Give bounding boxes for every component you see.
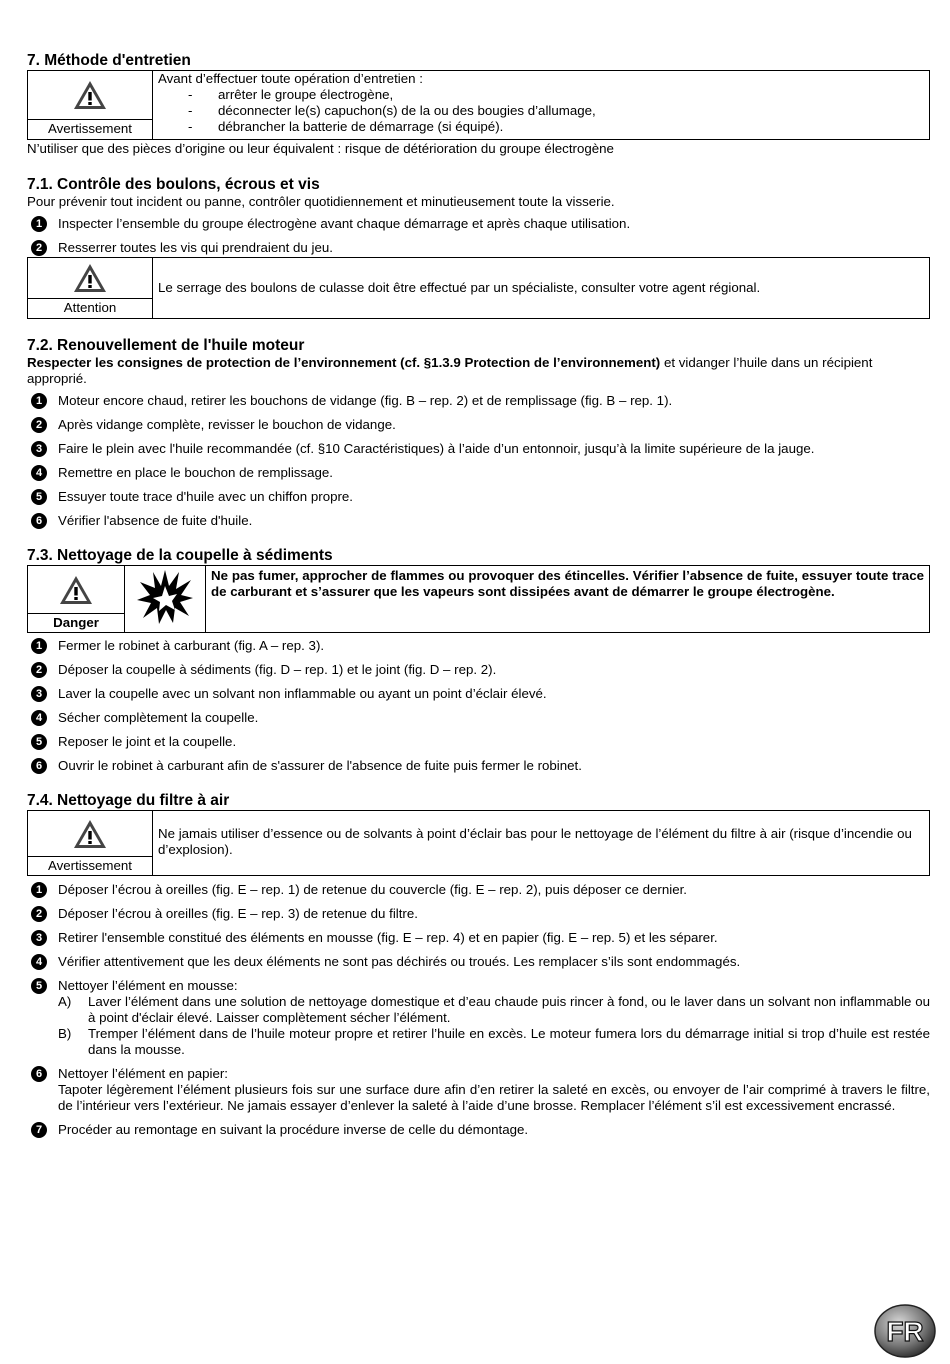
step-item: 3 Retirer l'ensemble constitué des éléments en mousse (fig. E – rep. 4) et en papier (fig. E – rep. 5) et les séparer.	[27, 930, 930, 946]
sub-step: A) Laver l’élément dans une solution de nettoyage domestique et d’eau chaude puis rincer à fond, ou le laver dans un solvant non inflammable ou à point d'éclair élevé. Laisser complètement sécher l’élément.	[58, 994, 930, 1025]
step-number-badge: 5	[31, 489, 47, 505]
step-number-badge: 5	[31, 734, 47, 750]
section-7-2-steps	[27, 393, 930, 529]
step-item: 2 Déposer l’écrou à oreilles (fig. E – rep. 3) de retenue du filtre.	[27, 906, 930, 922]
warning-bullet: - arrêter le groupe électrogène,	[188, 87, 394, 102]
step-item: 2 Après vidange complète, revisser le bouchon de vidange.	[27, 417, 930, 433]
section-7-3-danger-box	[27, 565, 930, 633]
manual-page	[27, 52, 930, 1146]
warning-triangle-icon	[28, 258, 152, 298]
step-number-badge: 2	[31, 906, 47, 922]
warning-label: Avertissement	[28, 119, 152, 138]
step-item: 6 Ouvrir le robinet à carburant afin de s'assurer de l'absence de fuite puis fermer le robinet.	[27, 758, 930, 774]
step-number-badge: 2	[31, 417, 47, 433]
step-number-badge: 6	[31, 513, 47, 529]
fr-language-logo	[873, 1303, 937, 1359]
step-number-badge: 4	[31, 710, 47, 726]
section-7-1-attention-box	[27, 257, 930, 319]
warning-text: Ne jamais utiliser d’essence ou de solvants à point d’éclair bas pour le nettoyage de l’élément du filtre à air (risque d’incendie ou d’explosion).	[153, 811, 930, 876]
explosion-icon	[125, 566, 206, 633]
step-number-badge: 2	[31, 240, 47, 256]
step-number-badge: 6	[31, 758, 47, 774]
danger-text: Ne pas fumer, approcher de flammes ou provoquer des étincelles. Vérifier l’absence de fuite, essuyer toute trace de carburant et s’assurer que les vapeurs sont dissipées avant de démarrer le groupe électrogène.	[206, 566, 930, 633]
section-7-4-title: 7.4. Nettoyage du filtre à air	[27, 792, 230, 809]
step-number-badge: 3	[31, 930, 47, 946]
section-7-1-steps	[27, 216, 930, 256]
step-item: 7 Procéder au remontage en suivant la procédure inverse de celle du démontage.	[27, 1122, 930, 1138]
warning-bullet: - déconnecter le(s) capuchon(s) de la ou des bougies d’allumage,	[188, 103, 596, 118]
step-item: 4 Vérifier attentivement que les deux éléments ne sont pas déchirés ou troués. Les remplacer s’ils sont endommagés.	[27, 954, 930, 970]
section-7-2-intro: Respecter les consignes de protection de l’environnement (cf. §1.3.9 Protection de l’environnement) et vidanger l’huile dans un récipient approprié.	[27, 355, 873, 386]
step-item: 4 Remettre en place le bouchon de remplissage.	[27, 465, 930, 481]
step-number-badge: 7	[31, 1122, 47, 1138]
step-number-badge: 4	[31, 465, 47, 481]
step-item: 1 Déposer l’écrou à oreilles (fig. E – rep. 1) de retenue du couvercle (fig. E – rep. 2), puis déposer ce dernier.	[27, 882, 930, 898]
step-number-badge: 1	[31, 638, 47, 654]
step-number-badge: 4	[31, 954, 47, 970]
step-item: 1 Moteur encore chaud, retirer les bouchons de vidange (fig. B – rep. 2) et de remplissage (fig. B – rep. 1).	[27, 393, 930, 409]
step-number-badge: 3	[31, 441, 47, 457]
section-7-title: 7. Méthode d'entretien	[27, 52, 191, 69]
step-item: 6 Vérifier l'absence de fuite d'huile.	[27, 513, 930, 529]
step-item: 4 Sécher complètement la coupelle.	[27, 710, 930, 726]
step-number-badge: 3	[31, 686, 47, 702]
svg-text:FR: FR	[886, 1316, 924, 1347]
step-number-badge: 1	[31, 882, 47, 898]
section-7-note: N’utiliser que des pièces d’origine ou leur équivalent : risque de détérioration du groupe électrogène	[27, 141, 614, 156]
section-7-4-steps	[27, 882, 930, 1138]
section-7-2-title: 7.2. Renouvellement de l'huile moteur	[27, 337, 305, 354]
step-item: 3 Laver la coupelle avec un solvant non inflammable ou ayant un point d’éclair élevé.	[27, 686, 930, 702]
step-item: 1 Inspecter l’ensemble du groupe électrogène avant chaque démarrage et après chaque utilisation.	[27, 216, 930, 232]
warning-triangle-icon	[28, 71, 152, 119]
warning-triangle-icon	[28, 566, 124, 613]
step-item: 6 Nettoyer l’élément en papier: Tapoter légèrement l’élément plusieurs fois sur une surface dure afin d’en retirer la saleté en excès, ou envoyer de l’air comprimé à travers le filtre, de l’intérieur vers l’extérieur. Ne jamais essayer d’enlever la saleté à l’aide d’une brosse. Remplacer l’élément s’il est excessivement encrassé.	[27, 1066, 930, 1114]
step-item: 5 Essuyer toute trace d'huile avec un chiffon propre.	[27, 489, 930, 505]
section-7-3-steps	[27, 638, 930, 774]
section-7-4-warning-box	[27, 810, 930, 876]
step-number-badge: 1	[31, 216, 47, 232]
attention-text: Le serrage des boulons de culasse doit être effectué par un spécialiste, consulter votre agent régional.	[153, 258, 930, 319]
step-number-badge: 1	[31, 393, 47, 409]
section-7-1-intro: Pour prévenir tout incident ou panne, contrôler quotidiennement et minutieusement toute la visserie.	[27, 194, 615, 209]
attention-label: Attention	[28, 298, 152, 317]
warning-triangle-icon	[28, 811, 152, 856]
section-7-3-title: 7.3. Nettoyage de la coupelle à sédiments	[27, 547, 333, 564]
step-item: 5 Reposer le joint et la coupelle.	[27, 734, 930, 750]
step-item: 3 Faire le plein avec l'huile recommandée (cf. §10 Caractéristiques) à l’aide d’un entonnoir, jusqu’à la limite supérieure de la jauge.	[27, 441, 930, 457]
step-item: 2 Déposer la coupelle à sédiments (fig. D – rep. 1) et le joint (fig. D – rep. 2).	[27, 662, 930, 678]
section-7-1-title: 7.1. Contrôle des boulons, écrous et vis	[27, 176, 320, 193]
step-number-badge: 5	[31, 978, 47, 994]
danger-label: Danger	[28, 613, 124, 632]
warning-bullet: - débrancher la batterie de démarrage (si équipé).	[188, 119, 504, 134]
step-number-badge: 6	[31, 1066, 47, 1082]
warning-label: Avertissement	[28, 856, 152, 875]
sub-step: B) Tremper l’élément dans de l’huile moteur propre et retirer l’huile en excès. Le moteur fumera lors du démarrage initial si trop d’huile est restée dans la mousse.	[58, 1026, 930, 1057]
step-item: 5 Nettoyer l’élément en mousse: A) Laver l’élément dans une solution de nettoyage domestique et d’eau chaude puis rincer à fond, ou le laver dans un solvant non inflammable ou à point d'éclair élevé. Laisser complètement sécher l’élément. B) Tremper l’élément dans de l’huile moteur propre et retirer l’huile en excès. Le moteur fumera lors du démarrage initial si trop d’huile est restée dans la mousse.	[27, 978, 930, 1058]
step-number-badge: 2	[31, 662, 47, 678]
step-item: 2 Resserrer toutes les vis qui prendraient du jeu.	[27, 240, 930, 256]
step-item: 1 Fermer le robinet à carburant (fig. A – rep. 3).	[27, 638, 930, 654]
section-7-warning-box	[27, 70, 930, 140]
warning-intro: Avant d’effectuer toute opération d’entretien :	[158, 71, 423, 86]
